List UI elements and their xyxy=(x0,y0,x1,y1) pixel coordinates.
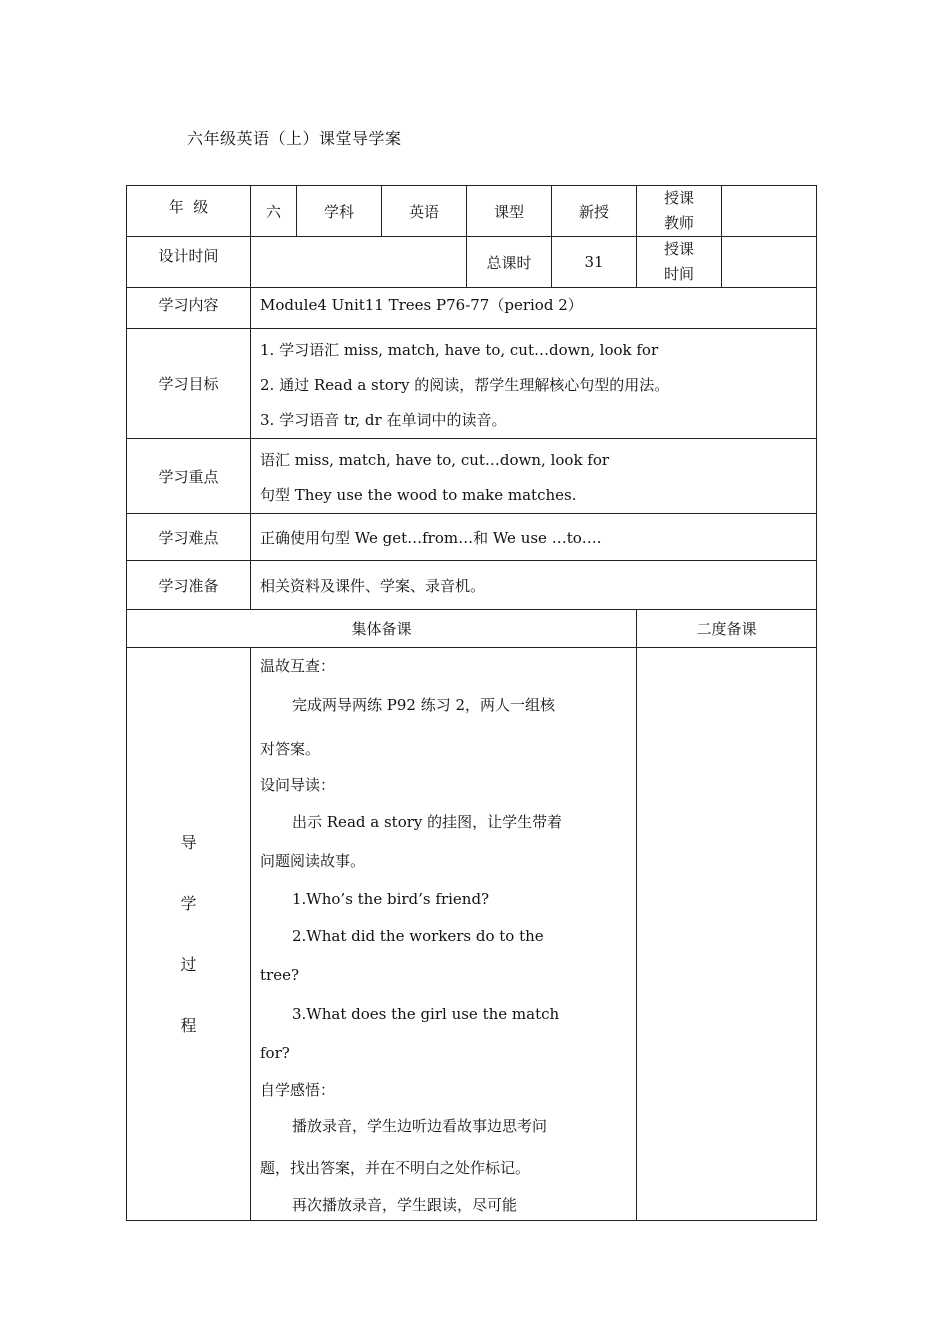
total-hours-value: 31 xyxy=(552,237,637,288)
collective-prep-header: 集体备课 xyxy=(127,610,637,648)
class-time-label xyxy=(637,237,722,288)
process-line: 问题阅读故事。 xyxy=(260,852,366,870)
key-point-item: 语汇 miss, match, have to, cut…down, look for xyxy=(260,451,610,469)
lesson-type-value: 新授 xyxy=(552,186,637,237)
process-lines xyxy=(260,652,628,1220)
row-key-points xyxy=(127,439,817,514)
lesson-type-label: 课型 xyxy=(467,186,552,237)
document-title: 六年级英语（上）课堂导学案 xyxy=(187,129,402,148)
grade-label: 年 级 xyxy=(127,186,251,237)
subject-value: 英语 xyxy=(382,186,467,237)
process-line: 自学感悟： xyxy=(260,1081,336,1099)
key-point-item: 句型 They use the wood to make matches. xyxy=(260,486,577,504)
row-basic-info xyxy=(127,186,817,237)
class-time-label-line2: 时间 xyxy=(663,265,694,283)
class-time-value[interactable] xyxy=(722,237,817,288)
goal-item: 1. 学习语汇 miss, match, have to, cut…down, look for xyxy=(260,341,659,359)
process-line: 3.What does the girl use the match xyxy=(292,1005,560,1023)
process-line: 完成两导两练 P92 练习 2，两人一组核 xyxy=(292,696,556,714)
row-difficulty xyxy=(127,514,817,561)
row-time-info xyxy=(127,237,817,288)
total-hours-label: 总课时 xyxy=(467,237,552,288)
key-points-list xyxy=(251,439,817,514)
process-line: 出示 Read a story 的挂图，让学生带着 xyxy=(292,813,563,831)
preparation-value: 相关资料及课件、学案、录音机。 xyxy=(251,561,817,610)
teacher-value[interactable] xyxy=(722,186,817,237)
secondary-prep-header: 二度备课 xyxy=(637,610,817,648)
row-process xyxy=(127,648,817,1221)
process-label xyxy=(127,648,251,1221)
preparation-label: 学习准备 xyxy=(127,561,251,610)
row-preparation xyxy=(127,561,817,610)
teacher-label-line1: 授课 xyxy=(663,189,694,207)
row-section-headers xyxy=(127,610,817,648)
lesson-plan-table xyxy=(126,185,817,1221)
process-line: 再次播放录音，学生跟读，尽可能 xyxy=(292,1196,518,1214)
difficulty-label: 学习难点 xyxy=(127,514,251,561)
goal-item: 3. 学习语音 tr, dr 在单词中的读音。 xyxy=(260,411,507,429)
design-time-value[interactable] xyxy=(251,237,467,288)
process-line: 2.What did the workers do to the xyxy=(292,927,544,945)
process-line: tree? xyxy=(260,966,299,984)
row-goals xyxy=(127,329,817,439)
process-line: for? xyxy=(260,1044,290,1062)
process-line: 对答案。 xyxy=(260,740,321,758)
grade-value: 六 xyxy=(251,186,297,237)
content-label: 学习内容 xyxy=(127,288,251,329)
process-line: 1.Who’s the bird’s friend? xyxy=(292,890,490,908)
content-value: Module4 Unit11 Trees P76-77（period 2） xyxy=(251,288,817,329)
process-label-char: 学 xyxy=(180,894,197,913)
goal-item: 2. 通过 Read a story 的阅读，帮学生理解核心句型的用法。 xyxy=(260,376,670,394)
subject-label: 学科 xyxy=(297,186,382,237)
design-time-label: 设计时间 xyxy=(127,237,251,288)
goals-label: 学习目标 xyxy=(127,329,251,439)
goals-list xyxy=(251,329,817,439)
process-line: 温故互查： xyxy=(260,657,336,675)
key-points-label: 学习重点 xyxy=(127,439,251,514)
process-label-char: 导 xyxy=(180,833,197,852)
difficulty-value: 正确使用句型 We get…from…和 We use …to…. xyxy=(251,514,817,561)
process-line: 题，找出答案，并在不明白之处作标记。 xyxy=(260,1159,531,1177)
teacher-label xyxy=(637,186,722,237)
process-body xyxy=(251,648,637,1221)
secondary-prep-body[interactable] xyxy=(637,648,817,1221)
process-line: 设问导读： xyxy=(260,776,336,794)
row-content xyxy=(127,288,817,329)
teacher-label-line2: 教师 xyxy=(663,214,694,232)
process-label-char: 程 xyxy=(180,1016,197,1035)
class-time-label-line1: 授课 xyxy=(663,240,694,258)
process-line: 播放录音，学生边听边看故事边思考问 xyxy=(292,1117,548,1135)
process-label-char: 过 xyxy=(180,955,197,974)
